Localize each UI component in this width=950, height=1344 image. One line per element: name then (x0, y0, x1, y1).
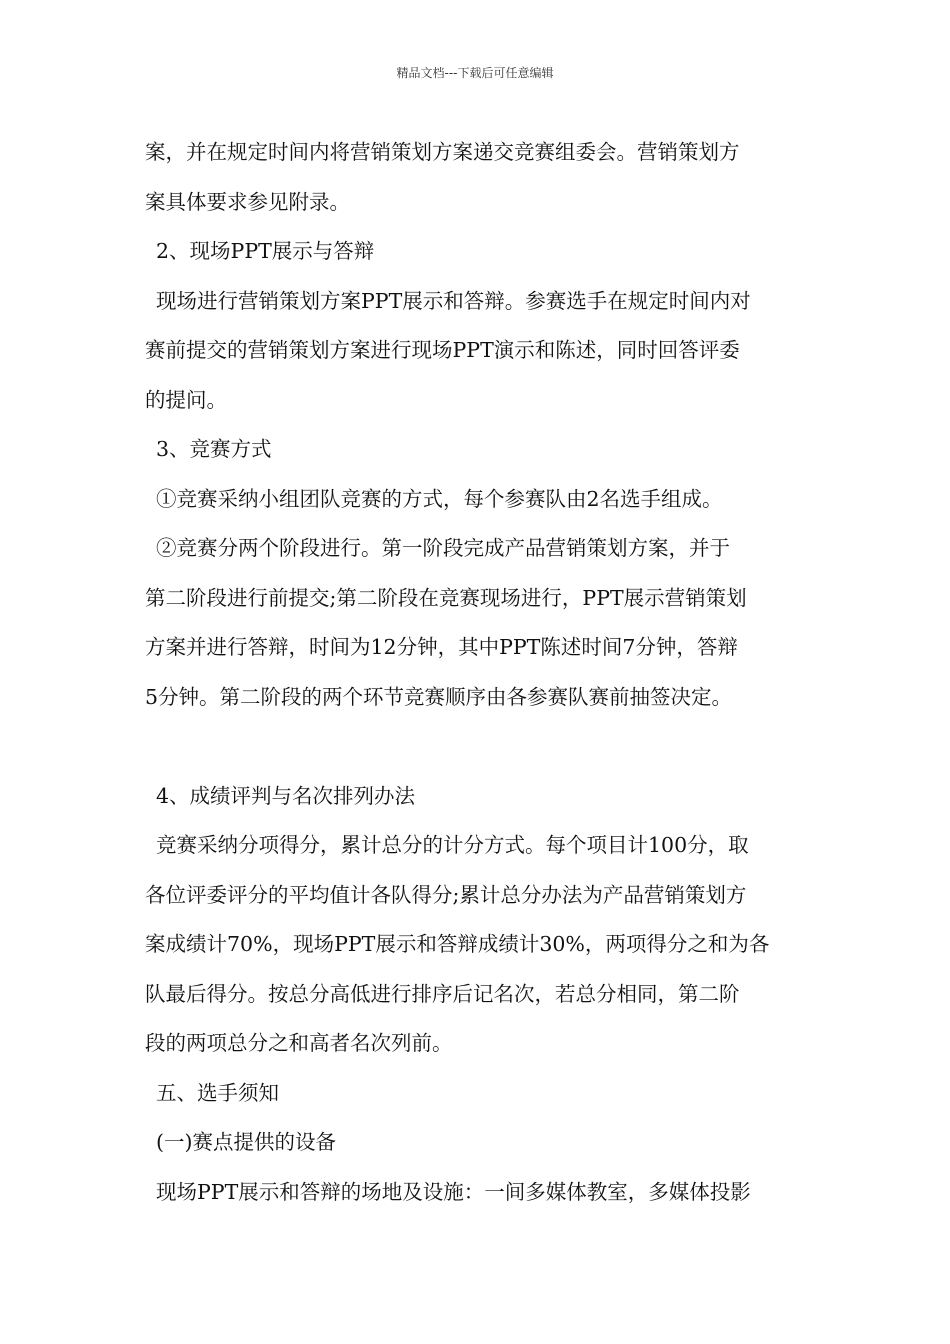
paragraph-line: 各位评委评分的平均值计各队得分;累计总分办法为产品营销策划方 (145, 882, 747, 907)
paragraph-line: 段的两项总分之和高者名次列前。 (145, 1031, 453, 1055)
paragraph-line: 案，并在规定时间内将营销策划方案递交竞赛组委会。营销策划方 (145, 140, 740, 164)
blank-line (145, 726, 813, 776)
paragraph-line: 的提问。 (145, 387, 227, 412)
paragraph-line: 现场PPT展示和答辩的场地及设施：一间多媒体教室，多媒体投影 (156, 1179, 751, 1204)
sub-heading: (一)赛点提供的设备 (156, 1130, 336, 1154)
paragraph-line: 5分钟。第二阶段的两个环节竞赛顺序由各参赛队赛前抽签决定。 (145, 684, 733, 709)
paragraph-line: 案具体要求参见附录。 (145, 189, 350, 214)
paragraph-line: 赛前提交的营销策划方案进行现场PPT演示和陈述，同时回答评委 (145, 338, 740, 362)
list-item: ①竞赛采纳小组团队竞赛的方式，每个参赛队由2名选手组成。 (156, 486, 723, 511)
page-header: 精品文档---下载后可任意编辑 (396, 66, 554, 80)
paragraph-line: 现场进行营销策划方案PPT展示和答辩。参赛选手在规定时间内对 (156, 288, 751, 313)
paragraph-line: 方案并进行答辩，时间为12分钟，其中PPT陈述时间7分钟，答辩 (145, 635, 738, 659)
section-heading: 五、选手须知 (156, 1080, 279, 1105)
section-heading: 3、竞赛方式 (156, 437, 272, 461)
section-heading: 2、现场PPT展示与答辩 (156, 239, 375, 263)
list-item: ②竞赛分两个阶段进行。第一阶段完成产品营销策划方案，并于 (156, 536, 730, 560)
paragraph-line: 队最后得分。按总分高低进行排序后记名次，若总分相同，第二阶 (145, 981, 740, 1006)
section-heading: 4、成绩评判与名次排列办法 (156, 783, 416, 808)
paragraph-line: 案成绩计70%，现场PPT展示和答辩成绩计30%，两项得分之和为各 (145, 932, 770, 956)
paragraph-line: 第二阶段进行前提交;第二阶段在竞赛现场进行，PPT展示营销策划 (145, 585, 747, 610)
document-body (145, 132, 813, 1221)
paragraph-line: 竞赛采纳分项得分，累计总分的计分方式。每个项目计100分，取 (156, 833, 749, 857)
